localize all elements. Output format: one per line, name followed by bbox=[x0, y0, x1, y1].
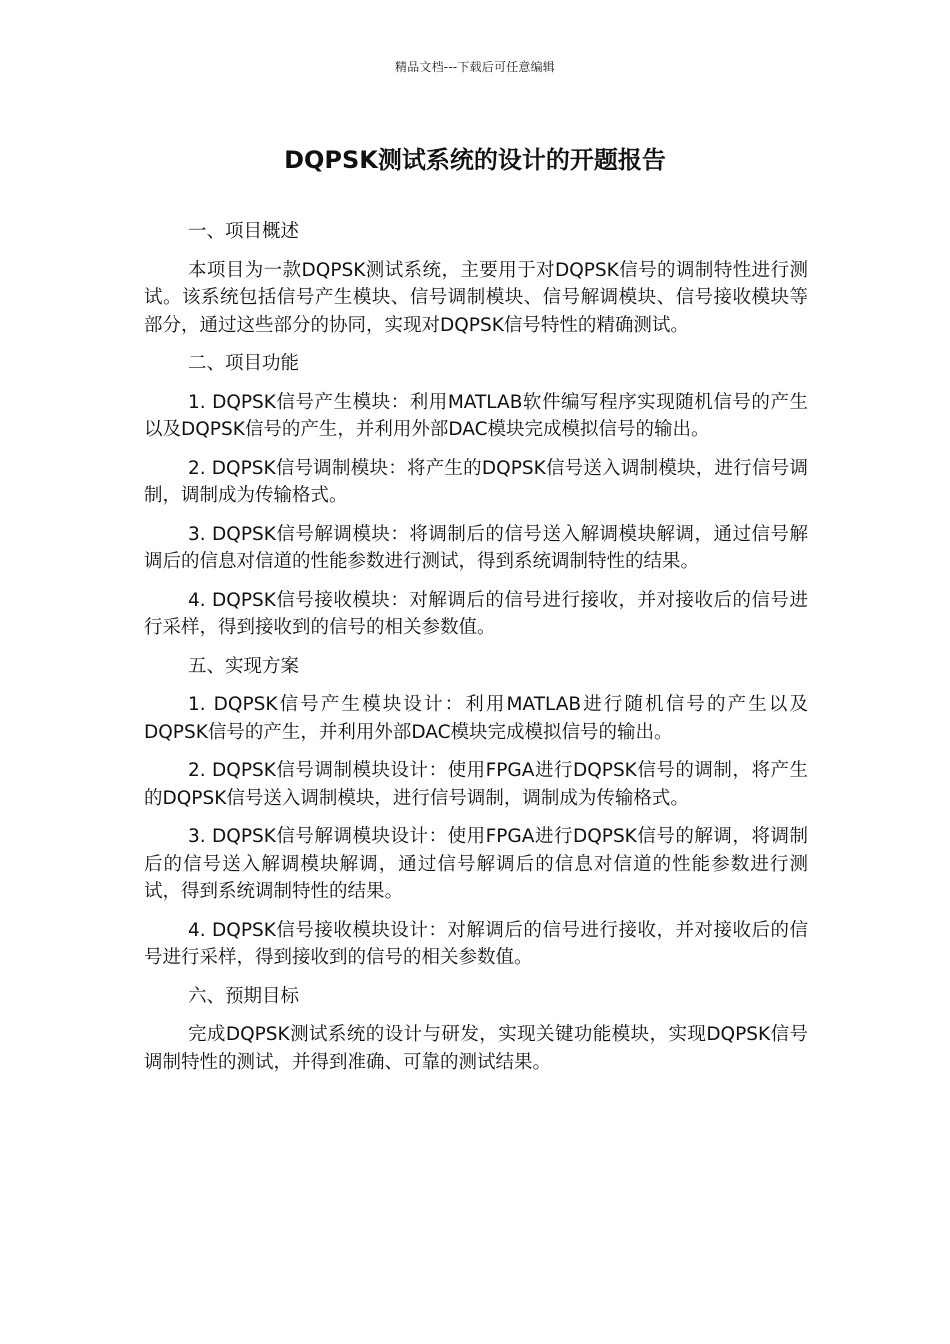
section-paragraph: 完成DQPSK测试系统的设计与研发，实现关键功能模块，实现DQPSK信号调制特性的测试，并得到准确、可靠的测试结果。 bbox=[144, 1024, 808, 1073]
page-header-note: 精品文档---下载后可任意编辑 bbox=[395, 60, 555, 74]
section-overview bbox=[144, 218, 808, 339]
section-functions bbox=[144, 350, 808, 642]
section-heading: 一、项目概述 bbox=[188, 221, 300, 242]
section-paragraph: 1. DQPSK信号产生模块：利用MATLAB软件编写程序实现随机信号的产生以及DQPSK信号的产生，并利用外部DAC模块完成模拟信号的输出。 bbox=[144, 391, 808, 440]
document-title: DQPSK测试系统的设计的开题报告 bbox=[284, 146, 666, 174]
section-paragraph: 2. DQPSK信号调制模块：将产生的DQPSK信号送入调制模块，进行信号调制，调制成为传输格式。 bbox=[144, 457, 808, 506]
section-paragraph: 3. DQPSK信号解调模块设计：使用FPGA进行DQPSK信号的解调，将调制后的信号送入解调模块解调，通过信号解调后的信息对信道的性能参数进行测试，得到系统调制特性的结果。 bbox=[144, 826, 808, 902]
section-paragraph: 3. DQPSK信号解调模块：将调制后的信号送入解调模块解调，通过信号解调后的信息对信道的性能参数进行测试，得到系统调制特性的结果。 bbox=[144, 523, 808, 572]
section-paragraph: 4. DQPSK信号接收模块：对解调后的信号进行接收，并对接收后的信号进行采样，得到接收到的信号的相关参数值。 bbox=[144, 589, 808, 638]
section-heading: 六、预期目标 bbox=[188, 985, 300, 1007]
section-paragraph: 4. DQPSK信号接收模块设计：对解调后的信号进行接收，并对接收后的信号进行采样，得到接收到的信号的相关参数值。 bbox=[144, 919, 808, 968]
section-paragraph: 1. DQPSK信号产生模块设计：利用MATLAB进行随机信号的产生以及DQPSK信号的产生，并利用外部DAC模块完成模拟信号的输出。 bbox=[144, 694, 808, 743]
section-goals bbox=[144, 983, 808, 1077]
section-paragraph: 本项目为一款DQPSK测试系统，主要用于对DQPSK信号的调制特性进行测试。该系统包括信号产生模块、信号调制模块、信号解调模块、信号接收模块等部分，通过这些部分的协同，实现对DQPSK信号特性的精确测试。 bbox=[144, 259, 808, 336]
section-heading: 五、实现方案 bbox=[188, 655, 300, 677]
section-heading: 二、项目功能 bbox=[188, 353, 300, 374]
section-implementation bbox=[144, 653, 808, 972]
section-paragraph: 2. DQPSK信号调制模块设计：使用FPGA进行DQPSK信号的调制，将产生的DQPSK信号送入调制模块，进行信号调制，调制成为传输格式。 bbox=[144, 760, 808, 809]
document-body bbox=[144, 218, 808, 1087]
